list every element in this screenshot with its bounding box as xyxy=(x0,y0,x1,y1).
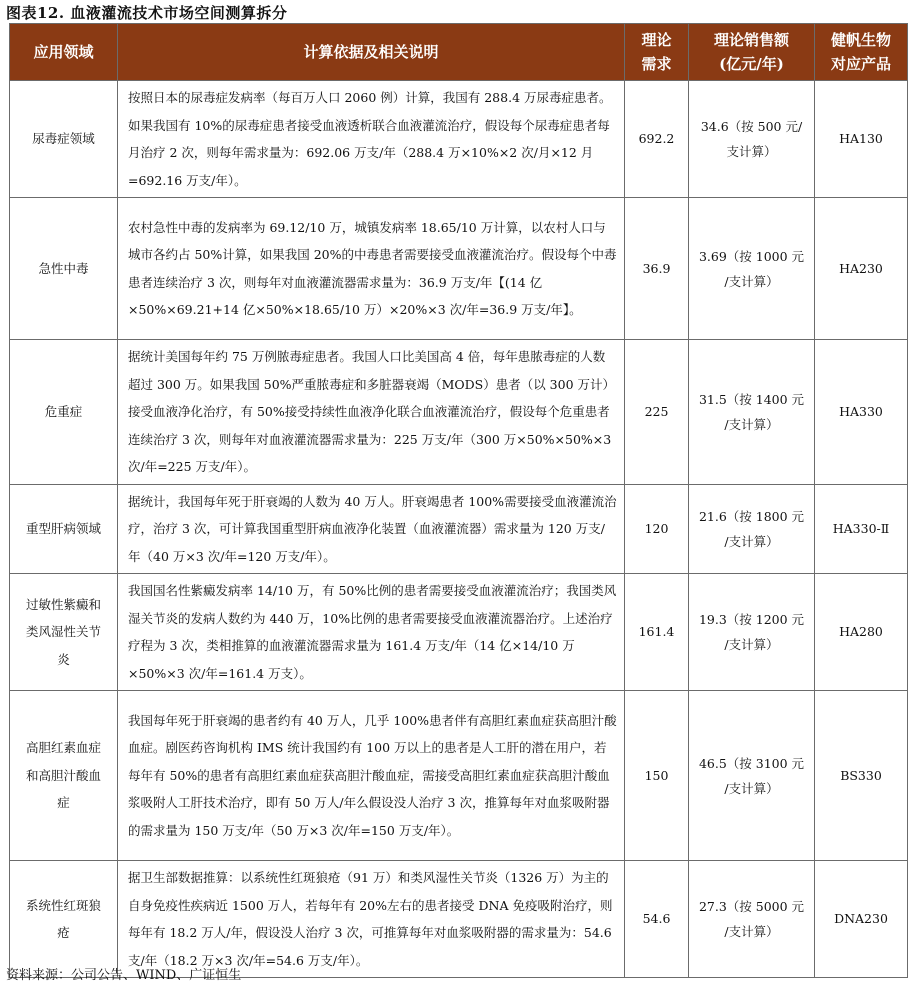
row-domain: 急性中毒 xyxy=(10,198,118,340)
table-row xyxy=(10,861,908,978)
table-row xyxy=(10,691,908,861)
header-domain: 应用领域 xyxy=(10,24,118,81)
table-row xyxy=(10,574,908,691)
row-basis: 按照日本的尿毒症发病率（每百万人口 2060 例）计算，我国有 288.4 万尿毒症患者。如果我国有 10%的尿毒症患者接受血液透析联合血液灌流治疗，假设每个尿毒症患者每月治疗 2 次，则每年需求量为：692.06 万支/年（288.4 万×10%×2 次/月×12 月=692.16 万支/年）。 xyxy=(118,81,625,198)
row-sales-line1: 31.5（按 1400 元 xyxy=(698,391,805,407)
header-basis: 计算依据及相关说明 xyxy=(118,24,625,81)
row-sales-line2: /支计算） xyxy=(724,924,779,939)
row-sales-line1: 34.6（按 500 元/ xyxy=(700,119,803,134)
row-basis: 据统计美国每年约 75 万例脓毒症患者。我国人口比美国高 4 倍，每年患脓毒症的人数超过 300 万。如果我国 50%严重脓毒症和多脏器衰竭（MODS）患者（以 300 万计）接受血液净化治疗，有 50%接受持续性血液净化联合血液灌流治疗，假设每个危重患者连续治疗 3 次，则每年对血液灌流器需求量为：225 万支/年（300 万×50%×50%×3 次/年=225 万支/年）。 xyxy=(118,340,625,485)
row-product: HA280 xyxy=(815,574,908,691)
row-sales xyxy=(689,691,815,861)
row-product: HA130 xyxy=(815,81,908,198)
row-sales-line2: /支计算） xyxy=(724,533,779,549)
row-basis: 据统计，我国每年死于肝衰竭的人数为 40 万人。肝衰竭患者 100%需要接受血液灌流治疗，治疗 3 次，可计算我国重型肝病血液净化装置（血液灌流器）需求量为 120 万支/年（40 万×3 次/年=120 万支/年）。 xyxy=(118,484,625,574)
table-row xyxy=(10,340,908,485)
header-sales xyxy=(689,24,815,81)
row-sales-line2: /支计算） xyxy=(724,637,779,652)
table-row xyxy=(10,484,908,574)
table-row xyxy=(10,81,908,198)
row-sales-line2: /支计算） xyxy=(724,780,779,796)
header-product xyxy=(815,24,908,81)
table-header-row xyxy=(10,24,908,81)
row-demand: 150 xyxy=(625,691,689,861)
row-product: HA230 xyxy=(815,198,908,340)
row-basis: 我国每年死于肝衰竭的患者约有 40 万人，几乎 100%患者伴有高胆红素血症获高胆汁酸血症。剧医药咨询机构 IMS 统计我国约有 100 万以上的患者是人工肝的潜在用户，若每年有 50%的患者有高胆红素血症获高胆汁酸血症，需接受高胆红素血症获高胆汁酸血浆吸附人工肝技术治疗，即有 50 万人/年么假设没人治疗 3 次，推算每年对血浆吸附器的需求量为 150 万支/年（50 万×3 次/年=150 万支/年）。 xyxy=(118,691,625,861)
row-sales-line1: 19.3（按 1200 元 xyxy=(698,612,805,627)
row-basis: 我国国名性紫癜发病率 14/10 万，有 50%比例的患者需要接受血液灌流治疗；我国类风湿关节炎的发病人数约为 440 万，10%比例的患者需要接受血液灌流器治疗。上述治疗疗程为 3 次，类相推算的血液灌流器需求量为 161.4 万支/年（14 亿×14/10 万×50%×3 次/年=161.4 万支）。 xyxy=(118,574,625,691)
header-product-line2: 对应产品 xyxy=(830,55,891,73)
row-sales xyxy=(689,340,815,485)
row-sales-line2: /支计算） xyxy=(724,416,779,432)
row-sales xyxy=(689,81,815,198)
header-product-line1: 健帆生物 xyxy=(830,31,891,49)
header-demand xyxy=(625,24,689,81)
row-sales-line2: /支计算） xyxy=(724,273,779,289)
row-sales-line1: 27.3（按 5000 元 xyxy=(698,899,805,914)
row-demand: 54.6 xyxy=(625,861,689,978)
row-basis: 据卫生部数据推算：以系统性红斑狼疮（91 万）和类风湿性关节炎（1326 万）为主的自身免疫性疾病近 1500 万人，若每年有 20%左右的患者接受 DNA 免疫吸附治疗，则每年有 18.2 万人/年，假设没人治疗 3 次，可推算每年对血浆吸附器的需求量为：54.6 支/年（18.2 万×3 次/年=54.6 万支/年）。 xyxy=(118,861,625,978)
market-space-table xyxy=(9,23,908,978)
header-sales-line2: (亿元/年) xyxy=(719,55,784,73)
row-domain: 尿毒症领域 xyxy=(10,81,118,198)
row-demand: 692.2 xyxy=(625,81,689,198)
header-demand-line1: 理论 xyxy=(641,31,672,49)
row-sales-line1: 3.69（按 1000 元 xyxy=(698,248,805,264)
row-basis: 农村急性中毒的发病率为 69.12/10 万，城镇发病率 18.65/10 万计算，以农村人口与城市各约占 50%计算，如果我国 20%的中毒患者需要接受血液灌流治疗。假设每个中毒患者连续治疗 3 次，则每年对血液灌流器需求量为：36.9 万支/年【(14 亿×50%×69.21+14 亿×50%×18.65/10 万）×20%×3 次/年=36.9 万支/年】。 xyxy=(118,198,625,340)
row-sales xyxy=(689,484,815,574)
row-domain: 重型肝病领域 xyxy=(10,484,118,574)
table-row xyxy=(10,198,908,340)
header-sales-line1: 理论销售额 xyxy=(713,31,789,49)
row-sales xyxy=(689,861,815,978)
row-product: DNA230 xyxy=(815,861,908,978)
row-product: HA330-Ⅱ xyxy=(815,484,908,574)
figure-title: 图表12. 血液灌流技术市场空间测算拆分 xyxy=(6,4,288,22)
row-demand: 225 xyxy=(625,340,689,485)
header-demand-line2: 需求 xyxy=(641,55,672,73)
row-domain: 高胆红素血症和高胆汁酸血症 xyxy=(10,691,118,861)
row-domain: 危重症 xyxy=(10,340,118,485)
row-demand: 36.9 xyxy=(625,198,689,340)
row-product: HA330 xyxy=(815,340,908,485)
row-product: BS330 xyxy=(815,691,908,861)
row-sales-line1: 46.5（按 3100 元 xyxy=(698,755,805,771)
row-demand: 161.4 xyxy=(625,574,689,691)
row-sales-line1: 21.6（按 1800 元 xyxy=(698,508,805,524)
row-sales xyxy=(689,198,815,340)
row-demand: 120 xyxy=(625,484,689,574)
row-sales xyxy=(689,574,815,691)
row-sales-line2: 支计算） xyxy=(726,144,777,159)
row-domain: 过敏性紫癜和类风湿性关节炎 xyxy=(10,574,118,691)
source-note: 资料来源：公司公告、WIND、广证恒生 xyxy=(6,968,242,983)
row-domain: 系统性红斑狼疮 xyxy=(10,861,118,978)
